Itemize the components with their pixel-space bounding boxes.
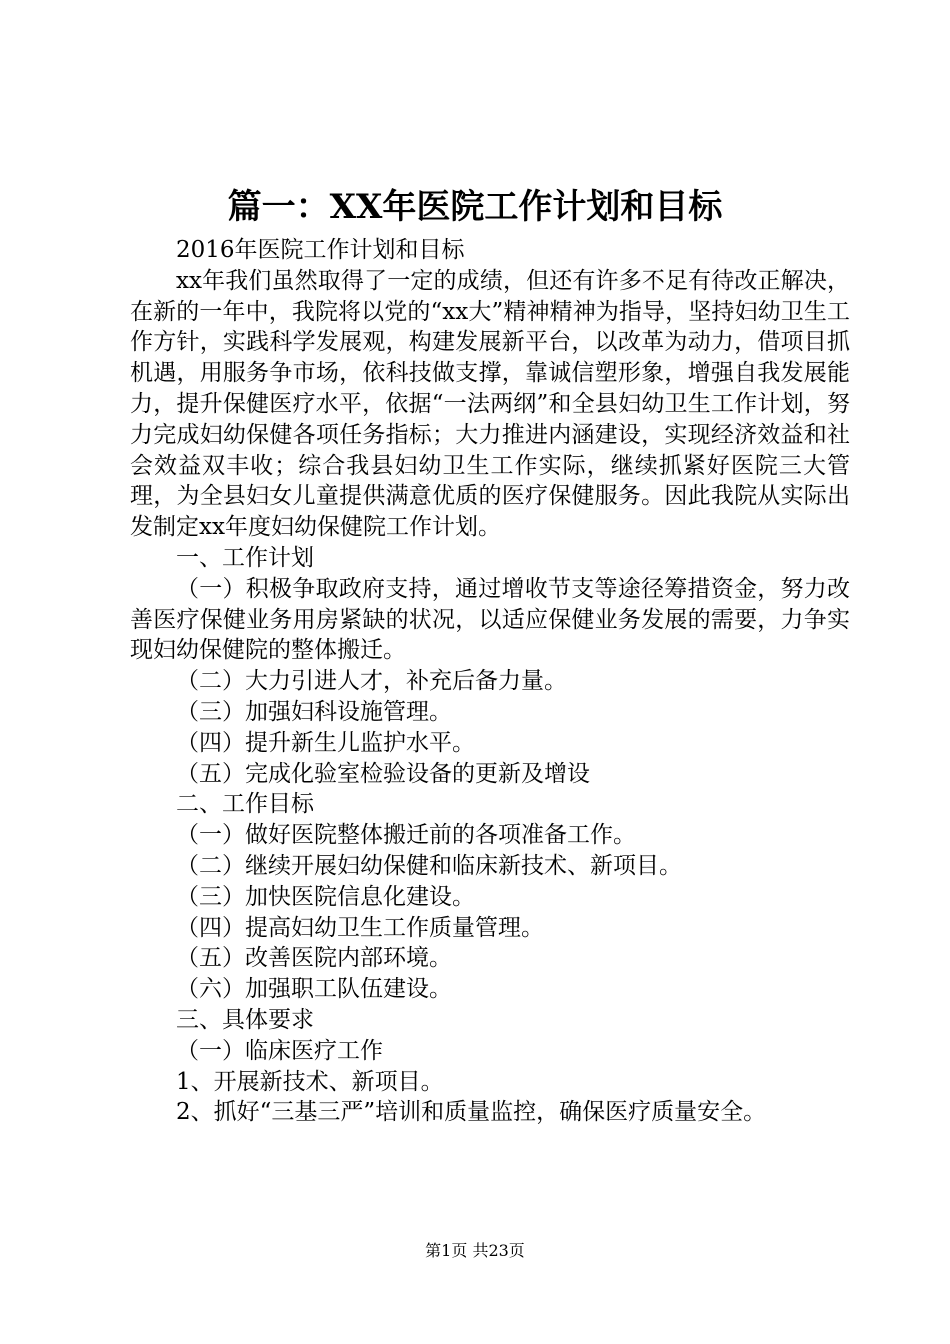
page-footer: 第1页 共23页 [425, 1241, 525, 1260]
requirement-subheading: （一）临床医疗工作 [176, 1037, 383, 1064]
document-title: 篇一：XX年医院工作计划和目标 [227, 187, 723, 227]
section-heading-work-goals: 二、工作目标 [176, 791, 314, 818]
requirement-item-2: 2、抓好“三基三严”培训和质量监控，确保医疗质量安全。 [176, 1099, 767, 1126]
section-heading-work-plan: 一、工作计划 [176, 544, 314, 571]
plan-item-5: （五）完成化验室检验设备的更新及增设 [176, 760, 590, 787]
intro-paragraph: xx年我们虽然取得了一定的成绩，但还有许多不足有待改正解决，在新的一年中，我院将以党的“xx大”精神精神为指导，坚持妇幼卫生工作方针，实践科学发展观，构建发展新平台，以改革为动力，借项目抓机遇，用服务争市场，依科技做支撑，靠诚信塑形象，增强自我发展能力，提升保健医疗水平，依据“一法两纲”和全县妇幼卫生工作计划，努力完成妇幼保健各项任务指标；大力推进内涵建设，实现经济效益和社会效益双丰收；综合我县妇幼卫生工作实际，继续抓紧好医院三大管理，为全县妇女儿童提供满意优质的医疗保健服务。因此我院从实际出发制定xx年度妇幼保健院工作计划。 [130, 267, 850, 541]
goal-item-6: （六）加强职工队伍建设。 [176, 976, 452, 1003]
section-heading-requirements: 三、具体要求 [176, 1006, 314, 1033]
document-body [130, 235, 850, 1128]
goal-item-1: （一）做好医院整体搬迁前的各项准备工作。 [176, 822, 636, 849]
plan-item-1: （一）积极争取政府支持，通过增收节支等途径筹措资金，努力改善医疗保健业务用房紧缺的状况，以适应保健业务发展的需要，力争实现妇幼保健院的整体搬迁。 [130, 575, 850, 664]
plan-item-4: （四）提升新生儿监护水平。 [176, 729, 475, 756]
plan-item-2: （二）大力引进人才，补充后备力量。 [176, 668, 567, 695]
goal-item-4: （四）提高妇幼卫生工作质量管理。 [176, 914, 544, 941]
goal-item-2: （二）继续开展妇幼保健和临床新技术、新项目。 [176, 852, 682, 879]
subtitle-paragraph: 2016年医院工作计划和目标 [176, 237, 465, 263]
plan-item-3: （三）加强妇科设施管理。 [176, 698, 452, 725]
goal-item-3: （三）加快医院信息化建设。 [176, 883, 475, 910]
requirement-item-1: 1、开展新技术、新项目。 [176, 1068, 444, 1095]
goal-item-5: （五）改善医院内部环境。 [176, 945, 452, 972]
